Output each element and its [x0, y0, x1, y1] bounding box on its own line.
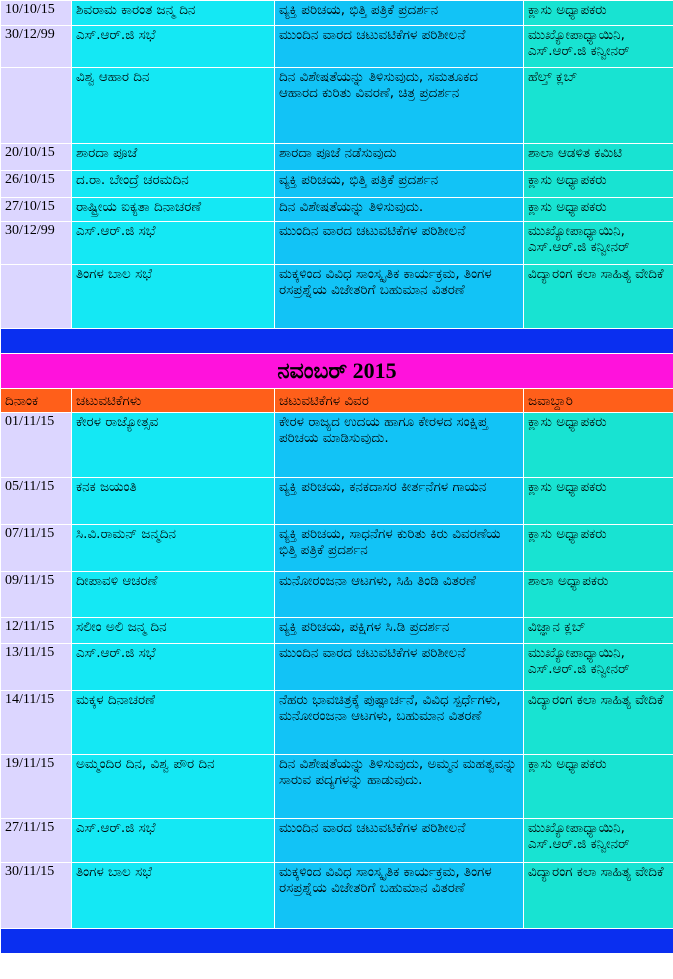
section-divider — [1, 329, 673, 413]
date-cell: 12/11/15 — [1, 618, 72, 644]
details-cell: ವ್ಯಕ್ತಿ ಪರಿಚಯ, ಕನಕದಾಸರ ಕೀರ್ತನೆಗಳ ಗಾಯನ — [275, 478, 524, 525]
activity-cell: ಸಲೀಂ ಅಲಿ ಜನ್ಮ ದಿನ — [72, 618, 275, 644]
table-row — [1, 755, 673, 819]
details-cell: ಮನೋರಂಜನಾ ಆಟಗಳು, ಸಿಹಿ ತಿಂಡಿ ವಿತರಣೆ — [275, 572, 524, 618]
responsible-cell: ಕ್ಲಾಸು ಅಧ್ಯಾಪಕರು — [524, 198, 673, 222]
october-rows — [1, 1, 673, 329]
table-row — [1, 265, 673, 329]
table-row — [1, 413, 673, 478]
date-cell: 30/12/99 — [1, 26, 72, 68]
details-cell: ಕೇರಳ ರಾಜ್ಯದ ಉದಯ ಹಾಗೂ ಕೇರಳದ ಸಂಕ್ಷಿಪ್ತ ಪರಿಚಯ ಮಾಡಿಸುವುದು. — [275, 413, 524, 478]
date-cell: 27/11/15 — [1, 819, 72, 863]
header-activity: ಚಟುವಟಿಕೆಗಳು — [72, 389, 275, 413]
details-cell: ದಿನ ವಿಶೇಷತೆಯನ್ನು ತಿಳಿಸುವುದು, ಸಮತೂಕದ ಆಹಾರದ ಕುರಿತು ವಿವರಣೆ, ಚಿತ್ರ ಪ್ರದರ್ಶನ — [275, 68, 524, 144]
date-cell: 09/11/15 — [1, 572, 72, 618]
activity-cell: ಕನಕ ಜಯಂತಿ — [72, 478, 275, 525]
details-cell: ಮಕ್ಕಳಿಂದ ವಿವಿಧ ಸಾಂಸ್ಕೃತಿಕ ಕಾರ್ಯಕ್ರಮ, ತಿಂಗಳ ರಸಪ್ರಶ್ನೆಯ ವಿಜೇತರಿಗೆ ಬಹುಮಾನ ವಿತರಣೆ — [275, 863, 524, 929]
responsible-cell: ಕ್ಲಾಸು ಅಧ್ಯಾಪಕರು — [524, 413, 673, 478]
footer-band — [1, 929, 673, 954]
table-row — [1, 222, 673, 265]
responsible-cell: ವಿದ್ಯಾರಂಗ ಕಲಾ ಸಾಹಿತ್ಯ ವೇದಿಕೆ — [524, 691, 673, 755]
date-cell: 01/11/15 — [1, 413, 72, 478]
responsible-cell: ಮುಖ್ಯೋಪಾಧ್ಯಾಯಿನಿ, ಎಸ್.ಆರ್.ಜಿ ಕನ್ವೀನರ್ — [524, 222, 673, 265]
activity-cell: ಎಸ್.ಆರ್.ಜಿ ಸಭೆ — [72, 222, 275, 265]
activity-cell: ಎಸ್.ಆರ್.ಜಿ ಸಭೆ — [72, 644, 275, 691]
details-cell: ಶಾರದಾ ಪೂಜೆ ನಡೆಸುವುದು — [275, 144, 524, 171]
responsible-cell: ಹೆಲ್ತ್ ಕ್ಲಬ್ — [524, 68, 673, 144]
table-row — [1, 198, 673, 222]
details-cell: ದಿನ ವಿಶೇಷತೆಯನ್ನು ತಿಳಿಸುವುದು. — [275, 198, 524, 222]
details-cell: ವ್ಯಕ್ತಿ ಪರಿಚಯ, ಪಕ್ಷಿಗಳ ಸಿ.ಡಿ ಪ್ರದರ್ಶನ — [275, 618, 524, 644]
date-cell: 10/10/15 — [1, 1, 72, 26]
table-row — [1, 171, 673, 198]
activity-cell: ಎಸ್.ಆರ್.ಜಿ ಸಭೆ — [72, 26, 275, 68]
date-cell: 19/11/15 — [1, 755, 72, 819]
activity-cell: ಸಿ.ವಿ.ರಾಮನ್ ಜನ್ಮದಿನ — [72, 525, 275, 572]
november-rows — [1, 413, 673, 929]
responsible-cell: ಶಾಲಾ ಅಧ್ಯಾಪಕರು — [524, 572, 673, 618]
activity-cell: ಶಾರದಾ ಪೂಜೆ — [72, 144, 275, 171]
responsible-cell: ಕ್ಲಾಸು ಅಧ್ಯಾಪಕರು — [524, 755, 673, 819]
activity-cell: ವಿಶ್ವ ಆಹಾರ ದಿನ — [72, 68, 275, 144]
header-responsible: ಜವಾಬ್ದಾರಿ — [524, 389, 673, 413]
date-cell: 14/11/15 — [1, 691, 72, 755]
header-date: ದಿನಾಂಕ — [1, 389, 72, 413]
table-row — [1, 68, 673, 144]
responsible-cell: ಮುಖ್ಯೋಪಾಧ್ಯಾಯಿನಿ, ಎಸ್.ಆರ್.ಜಿ ಕನ್ವೀನರ್ — [524, 26, 673, 68]
details-cell: ಮಕ್ಕಳಿಂದ ವಿವಿಧ ಸಾಂಸ್ಕೃತಿಕ ಕಾರ್ಯಕ್ರಮ, ತಿಂಗಳ ರಸಪ್ರಶ್ನೆಯ ವಿಜೇತರಿಗೆ ಬಹುಮಾನ ವಿತರಣೆ — [275, 265, 524, 329]
activity-cell: ದೀಪಾವಳಿ ಆಚರಣೆ — [72, 572, 275, 618]
details-cell: ನೆಹರು ಭಾವಚಿತ್ರಕ್ಕೆ ಪುಷ್ಪಾರ್ಚನೆ, ವಿವಿಧ ಸ್ಪರ್ಧೆಗಳು, ಮನೋರಂಜನಾ ಆಟಗಳು, ಬಹುಮಾನ ವಿತರಣೆ — [275, 691, 524, 755]
activity-cell: ತಿಂಗಳ ಬಾಲ ಸಭೆ — [72, 863, 275, 929]
date-cell — [1, 68, 72, 144]
activity-cell: ರಾಷ್ಟ್ರೀಯ ಐಕ್ಯತಾ ದಿನಾಚರಣೆ — [72, 198, 275, 222]
date-cell: 13/11/15 — [1, 644, 72, 691]
activity-cell: ತಿಂಗಳ ಬಾಲ ಸಭೆ — [72, 265, 275, 329]
responsible-cell: ಮುಖ್ಯೋಪಾಧ್ಯಾಯಿನಿ, ಎಸ್.ಆರ್.ಜಿ ಕನ್ವೀನರ್ — [524, 644, 673, 691]
details-cell: ಮುಂದಿನ ವಾರದ ಚಟುವಟಿಕೆಗಳ ಪರಿಶೀಲನೆ — [275, 222, 524, 265]
date-cell — [1, 265, 72, 329]
details-cell: ವ್ಯಕ್ತಿ ಪರಿಚಯ, ಭಿತ್ತಿ ಪತ್ರಿಕೆ ಪ್ರದರ್ಶನ — [275, 1, 524, 26]
table-row — [1, 525, 673, 572]
responsible-cell: ಮುಖ್ಯೋಪಾಧ್ಯಾಯಿನಿ, ಎಸ್.ಆರ್.ಜಿ ಕನ್ವೀನರ್ — [524, 819, 673, 863]
details-cell: ಮುಂದಿನ ವಾರದ ಚಟುವಟಿಕೆಗಳ ಪರಿಶೀಲನೆ — [275, 26, 524, 68]
divider-band-bottom — [1, 929, 673, 954]
responsible-cell: ಶಾಲಾ ಆಡಳಿತ ಕಮಿಟಿ — [524, 144, 673, 171]
header-details: ಚಟುವಟಿಕೆಗಳ ವಿವರ — [275, 389, 524, 413]
date-cell: 30/11/15 — [1, 863, 72, 929]
activity-cell: ದ.ರಾ. ಬೇಂದ್ರೆ ಚರಮದಿನ — [72, 171, 275, 198]
date-cell: 05/11/15 — [1, 478, 72, 525]
details-cell: ವ್ಯಕ್ತಿ ಪರಿಚಯ, ಭಿತ್ತಿ ಪತ್ರಿಕೆ ಪ್ರದರ್ಶನ — [275, 171, 524, 198]
responsible-cell: ಕ್ಲಾಸು ಅಧ್ಯಾಪಕರು — [524, 478, 673, 525]
activity-cell: ಎಸ್.ಆರ್.ಜಿ ಸಭೆ — [72, 819, 275, 863]
table-row — [1, 691, 673, 755]
details-cell: ದಿನ ವಿಶೇಷತೆಯನ್ನು ತಿಳಿಸುವುದು, ಅಮ್ಮನ ಮಹತ್ವವನ್ನು ಸಾರುವ ಪದ್ಯಗಳನ್ನು ಹಾಡುವುದು. — [275, 755, 524, 819]
table-row — [1, 644, 673, 691]
date-cell: 27/10/15 — [1, 198, 72, 222]
table-row — [1, 819, 673, 863]
month-title-row — [1, 354, 673, 389]
activity-cell: ಶಿವರಾಮ ಕಾರಂತ ಜನ್ಮ ದಿನ — [72, 1, 275, 26]
table-row — [1, 1, 673, 26]
activity-cell: ಅಮ್ಮಂದಿರ ದಿನ, ವಿಶ್ವ ಪೌರ ದಿನ — [72, 755, 275, 819]
details-cell: ಮುಂದಿನ ವಾರದ ಚಟುವಟಿಕೆಗಳ ಪರಿಶೀಲನೆ — [275, 644, 524, 691]
table-row — [1, 618, 673, 644]
date-cell: 30/12/99 — [1, 222, 72, 265]
details-cell: ವ್ಯಕ್ತಿ ಪರಿಚಯ, ಸಾಧನೆಗಳ ಕುರಿತು ಕಿರು ವಿವರಣೆಯ ಭಿತ್ತಿ ಪತ್ರಿಕೆ ಪ್ರದರ್ಶನ — [275, 525, 524, 572]
activity-cell: ಕೇರಳ ರಾಜ್ಯೋತ್ಸವ — [72, 413, 275, 478]
date-cell: 07/11/15 — [1, 525, 72, 572]
responsible-cell: ಕ್ಲಾಸು ಅಧ್ಯಾಪಕರು — [524, 1, 673, 26]
table-row — [1, 863, 673, 929]
activity-cell: ಮಕ್ಕಳ ದಿನಾಚರಣೆ — [72, 691, 275, 755]
table-row — [1, 572, 673, 618]
responsible-cell: ಕ್ಲಾಸು ಅಧ್ಯಾಪಕರು — [524, 171, 673, 198]
date-cell: 20/10/15 — [1, 144, 72, 171]
responsible-cell: ವಿದ್ಯಾರಂಗ ಕಲಾ ಸಾಹಿತ್ಯ ವೇದಿಕೆ — [524, 265, 673, 329]
details-cell: ಮುಂದಿನ ವಾರದ ಚಟುವಟಿಕೆಗಳ ಪರಿಶೀಲನೆ — [275, 819, 524, 863]
table-header-row — [1, 389, 673, 413]
table-row — [1, 144, 673, 171]
month-title: ನವಂಬರ್ 2015 — [1, 354, 673, 389]
table-row — [1, 26, 673, 68]
responsible-cell: ವಿಜ್ಞಾನ ಕ್ಲಬ್ — [524, 618, 673, 644]
responsible-cell: ವಿದ್ಯಾರಂಗ ಕಲಾ ಸಾಹಿತ್ಯ ವೇದಿಕೆ — [524, 863, 673, 929]
responsible-cell: ಕ್ಲಾಸು ಅಧ್ಯಾಪಕರು — [524, 525, 673, 572]
divider-band — [1, 329, 673, 354]
table-row — [1, 478, 673, 525]
date-cell: 26/10/15 — [1, 171, 72, 198]
